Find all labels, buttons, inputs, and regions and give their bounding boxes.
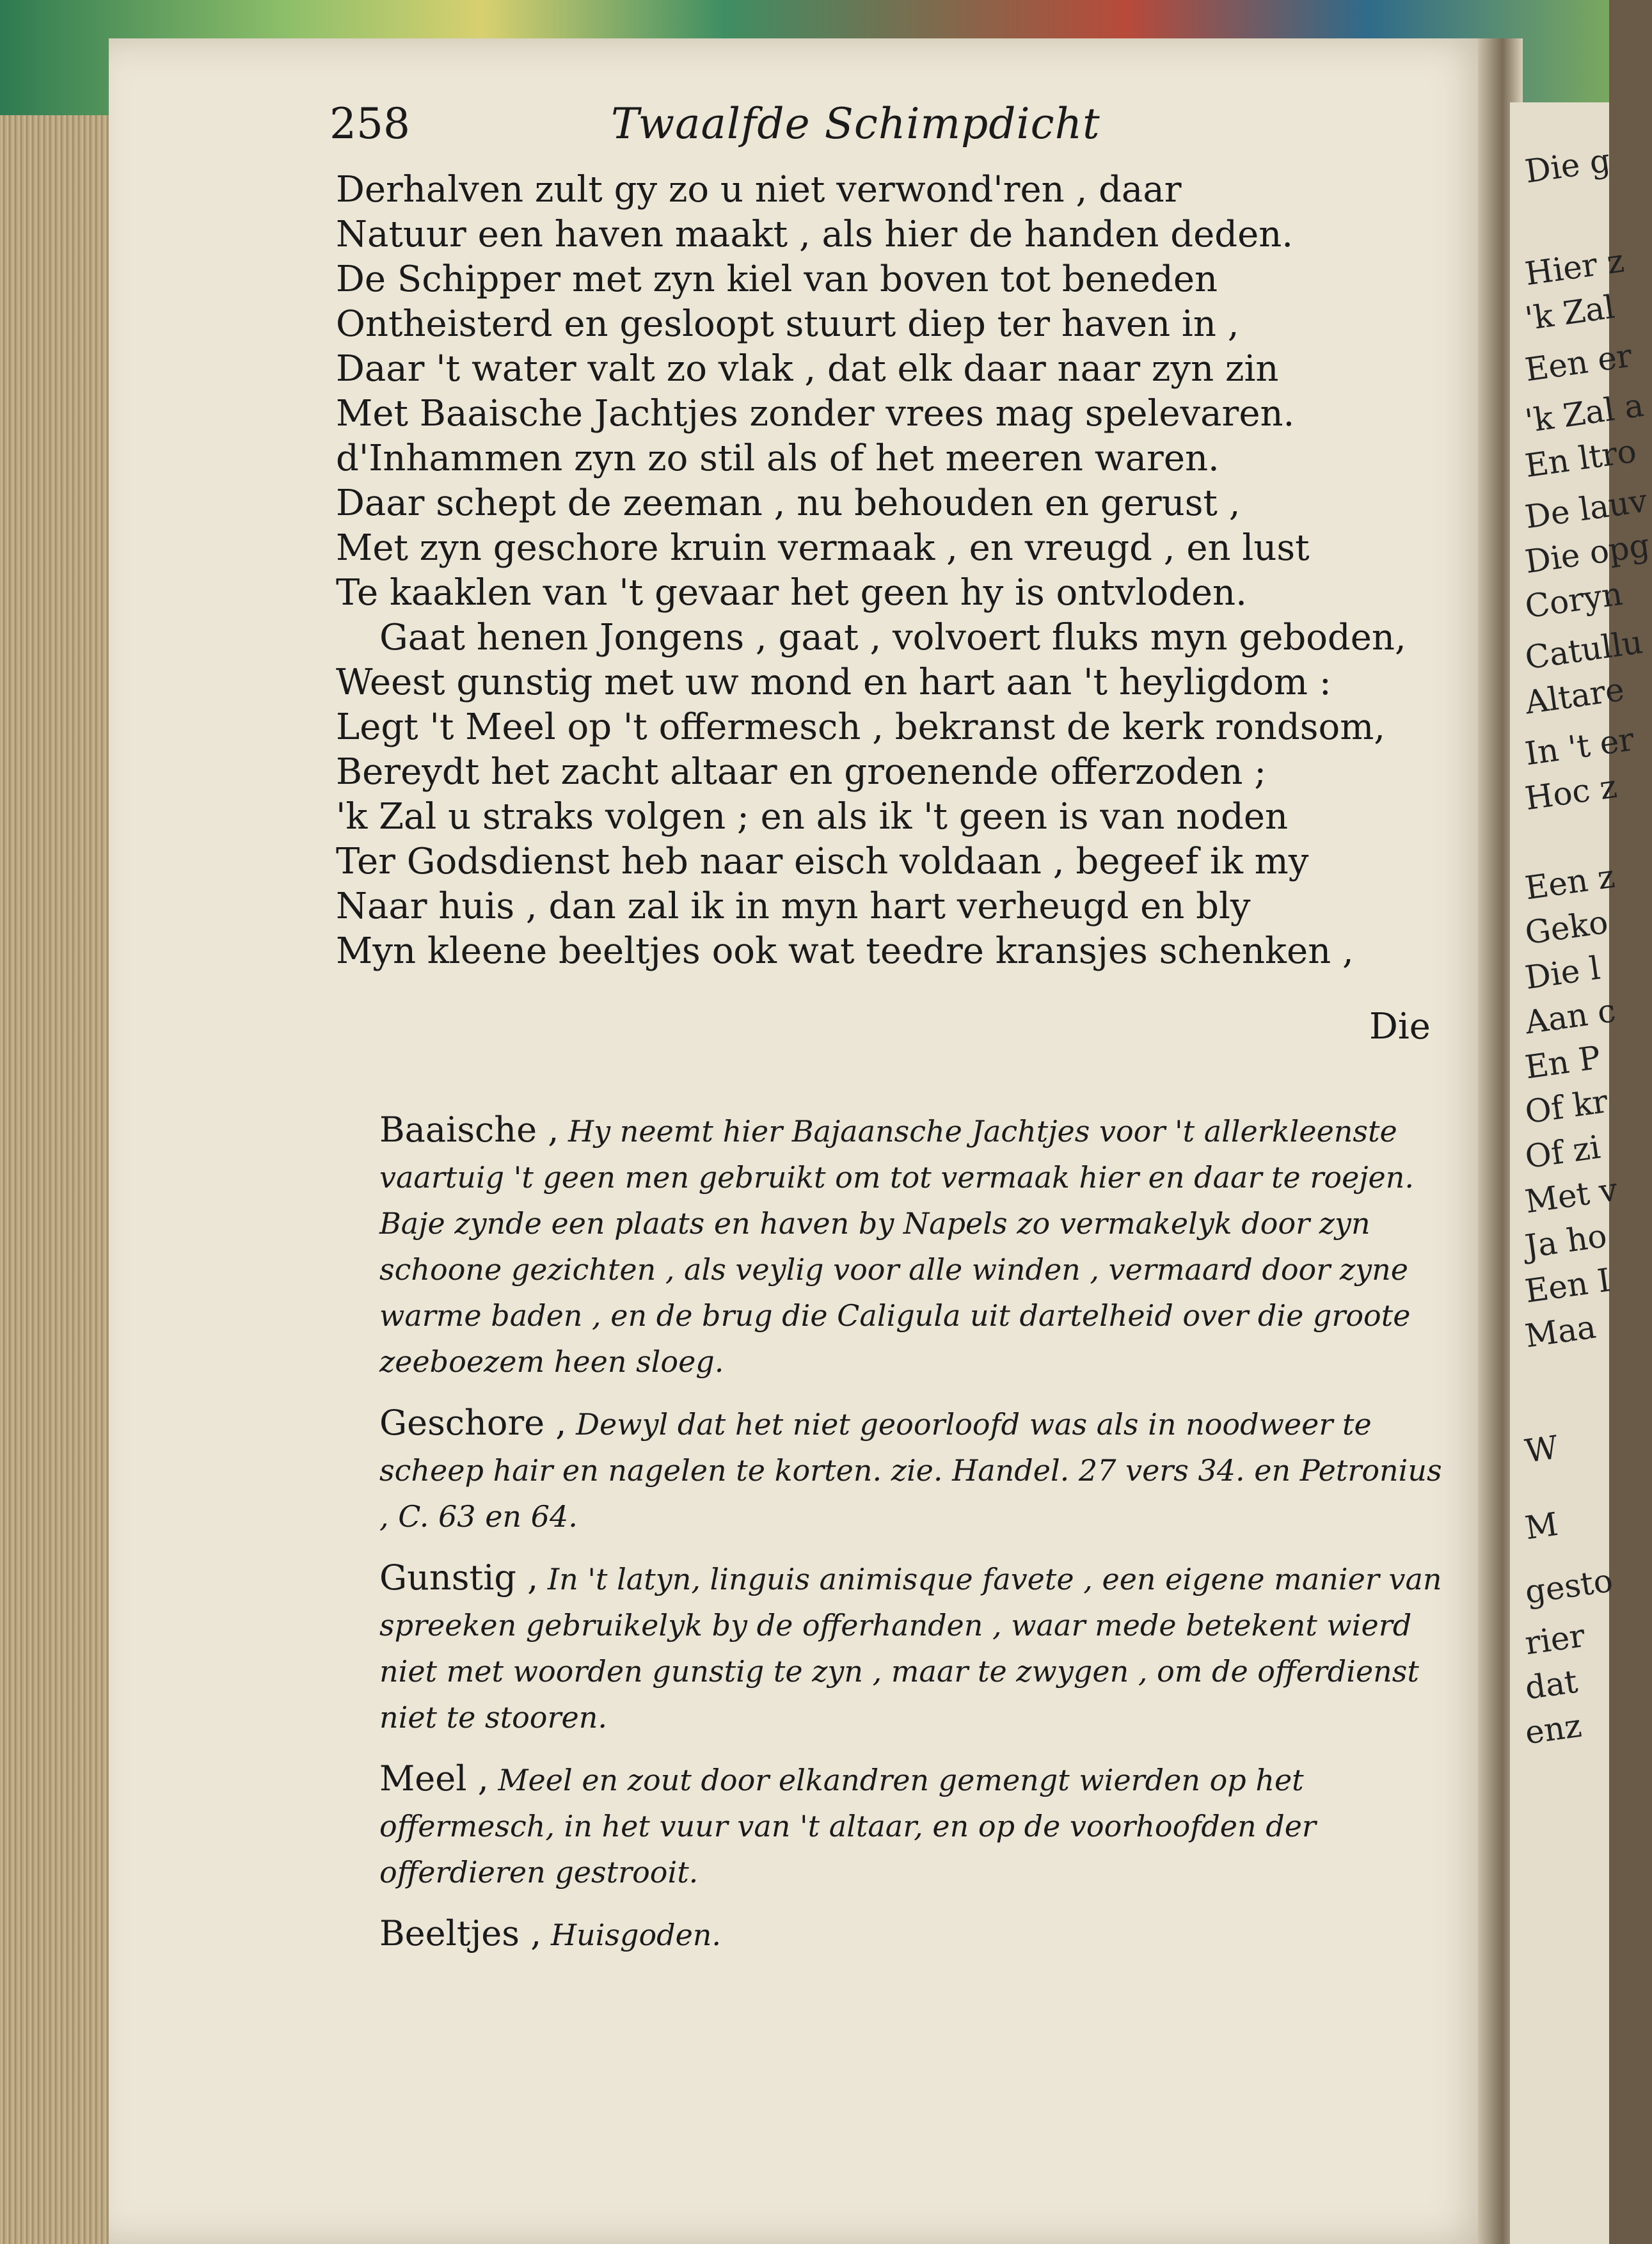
facing-page-fragment: In 't er (1523, 720, 1637, 773)
facing-page-fragment: Geko (1523, 903, 1610, 952)
facing-page-fragment: Catullu (1523, 623, 1645, 677)
poem-text (336, 168, 1436, 974)
poem-line: Ontheisterd en gesloopt stuurt diep ter haven in , (336, 303, 1239, 345)
poem-line: Weest gunstig met uw mond en hart aan 't heyligdom : (336, 662, 1331, 703)
facing-page-fragment: M (1523, 1505, 1561, 1547)
footnote-term: Meel , (379, 1758, 489, 1799)
poem-line: d'Inhammen zyn zo stil als of het meeren waren. (336, 438, 1219, 479)
facing-page-fragment: Aan c (1523, 992, 1618, 1042)
poem-line: Ter Godsdienst heb naar eisch voldaan , begeef ik my (336, 841, 1309, 882)
running-title: Twaalfde Schimpdicht (611, 99, 1100, 148)
footnote-text: Meel en zout door elkandren gemengt wierden op het offermesch, in het vuur van 't altaar, en op de voorhoofden der offerdieren gestrooit. (379, 1763, 1316, 1890)
footnote (336, 1911, 1449, 1958)
facing-page-fragment: Een I (1523, 1261, 1613, 1310)
facing-page-fragment: Ja ho (1523, 1217, 1609, 1266)
poem-line: Legt 't Meel op 't offermesch , bekranst de kerk rondsom, (336, 706, 1386, 748)
footnote-text: Hy neemt hier Bajaansche Jachtjes voor 't allerkleenste vaartuig 't geen men gebruikt om tot vermaak hier en daar te roejen. Baje zynde een plaats en haven by Napels zo vermakelyk door zyn schoone gezichten , als veylig voor alle winden , vermaard door zyne warme baden , en de brug die Caligula uit dartelheid over die groote zeeboezem heen sloeg. (379, 1114, 1415, 1379)
facing-page-fragment: dat (1523, 1662, 1580, 1707)
facing-page-fragment: enz (1523, 1707, 1584, 1752)
footnotes (336, 1107, 1449, 1973)
facing-page-fragment: Of kr (1523, 1082, 1610, 1131)
poem-line: Myn kleene beeltjes ook wat teedre kransjes schenken , (336, 930, 1354, 972)
facing-page-fragment: Die g (1523, 141, 1613, 191)
poem-line: Daar 't water valt zo vlak , dat elk daar naar zyn zin (336, 348, 1279, 390)
facing-page-fragment: Hoc z (1523, 767, 1619, 818)
poem-line: De Schipper met zyn kiel van boven tot beneden (336, 259, 1218, 300)
poem-line: Derhalven zult gy zo u niet verwond'ren , daar (336, 169, 1182, 211)
facing-page-fragment: Altare (1523, 671, 1627, 722)
footnote (336, 1555, 1449, 1740)
page-header (330, 99, 1212, 157)
facing-page-fragment: Coryn (1523, 575, 1625, 626)
facing-page-fragment: De lauv (1523, 482, 1650, 536)
footnote-term: Gunstig , (379, 1557, 539, 1598)
poem-line: Met Baaische Jachtjes zonder vrees mag spelevaren. (336, 393, 1295, 434)
facing-page-fragment: gesto (1523, 1561, 1616, 1611)
facing-page-fragment: En P (1523, 1038, 1603, 1086)
footnote (336, 1756, 1449, 1895)
poem-line: Natuur een haven maakt , als hier de handen deden. (336, 214, 1294, 255)
catchword: Die (1369, 1006, 1431, 1047)
poem-line: Daar schept de zeeman , nu behouden en gerust , (336, 482, 1241, 524)
footnote-text: Huisgoden. (550, 1918, 722, 1952)
facing-page-fragment: 'k Zal a (1523, 386, 1646, 440)
footnote-term: Baaische , (379, 1110, 559, 1150)
footnote (336, 1107, 1449, 1385)
facing-page-fragment: En ltro (1523, 432, 1639, 485)
facing-page-fragment: Die opg (1523, 526, 1652, 581)
poem-line: Gaat henen Jongens , gaat , volvoert fluks myn geboden, (379, 617, 1406, 658)
footnote (336, 1400, 1449, 1540)
poem-line: Met zyn geschore kruin vermaak , en vreugd , en lust (336, 527, 1310, 569)
facing-page-fragment: Maa (1523, 1308, 1598, 1355)
facing-page-fragment: Of zi (1523, 1128, 1603, 1176)
poem-line: Bereydt het zacht altaar en groenende offerzoden ; (336, 751, 1267, 793)
poem-line: Naar huis , dan zal ik in myn hart verheugd en bly (336, 886, 1251, 927)
facing-page-fragment: Een z (1523, 857, 1617, 907)
facing-page-fragment: rier (1523, 1617, 1587, 1662)
page-number: 258 (330, 99, 410, 148)
facing-page-fragment: Hier z (1523, 242, 1626, 293)
facing-page-fragment: Met v (1523, 1170, 1620, 1221)
facing-page-fragment: 'k Zal (1523, 288, 1617, 338)
poem-line: 'k Zal u straks volgen ; en als ik 't geen is van noden (336, 796, 1289, 838)
facing-page-fragment: Een er (1523, 337, 1635, 389)
footnote-text: In 't latyn, linguis animisque favete , een eigene manier van spreeken gebruikelyk by de offerhanden , waar mede betekent wierd niet met woorden gunstig te zyn , maar te zwygen , om de offerdienst niet te stooren. (379, 1562, 1442, 1735)
footnote-text: Dewyl dat het niet geoorloofd was als in noodweer te scheep hair en nagelen te korten. zie. Handel. 27 vers 34. en Petronius , C. 63 en 64. (379, 1407, 1442, 1534)
facing-page (1510, 102, 1652, 2244)
facing-page-fragment: Die l (1523, 949, 1603, 997)
facing-page-fragment: W (1523, 1428, 1561, 1470)
poem-line: Te kaaklen van 't gevaar het geen hy is ontvloden. (336, 572, 1247, 614)
footnote-term: Beeltjes , (379, 1913, 542, 1954)
footnote-term: Geschore , (379, 1403, 567, 1443)
